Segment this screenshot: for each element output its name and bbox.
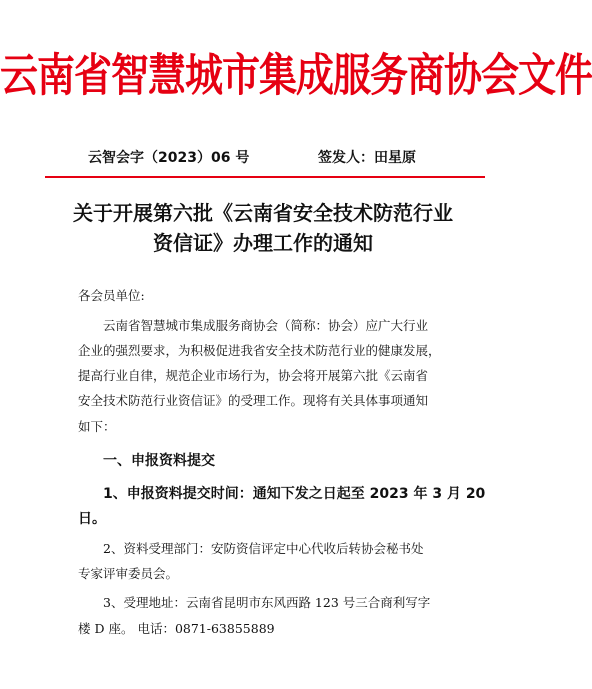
signer: 签发人：田星原	[318, 150, 416, 166]
red-divider	[45, 176, 485, 178]
section-1-heading: 一、申报资料提交	[103, 453, 215, 469]
item-3-line-2: 楼 D 座。 电话：0871-63855889	[78, 621, 275, 636]
intro-line-3: 提高行业自律，规范企业市场行为，协会将开展第六批《云南省	[78, 368, 429, 383]
salutation: 各会员单位:	[78, 288, 145, 303]
masthead-title: 云南省智慧城市集成服务商协会文件	[0, 49, 592, 101]
document-title-line-2: 资信证》办理工作的通知	[153, 231, 373, 255]
item-1-line-2: 日。	[78, 511, 106, 527]
item-2-line-1: 2、资料受理部门：安防资信评定中心代收后转协会秘书处	[103, 541, 424, 556]
item-3-line-1: 3、受理地址：云南省昆明市东风西路 123 号三合商利写字	[103, 595, 431, 610]
document-title-line-1: 关于开展第六批《云南省安全技术防范行业	[73, 201, 453, 225]
item-1-line-1: 1、申报资料提交时间：通知下发之日起至 2023 年 3 月 20	[103, 486, 486, 502]
document-number: 云智会字（2023）06 号	[88, 150, 250, 166]
intro-line-4: 安全技术防范行业资信证》的受理工作。现将有关具体事项通知	[78, 393, 429, 408]
item-2-line-2: 专家评审委员会。	[78, 566, 179, 581]
intro-line-2: 企业的强烈要求，为积极促进我省安全技术防范行业的健康发展，	[78, 343, 441, 358]
intro-line-1: 云南省智慧城市集成服务商协会（简称：协会）应广大行业	[103, 318, 429, 333]
intro-line-5: 如下：	[78, 419, 116, 434]
